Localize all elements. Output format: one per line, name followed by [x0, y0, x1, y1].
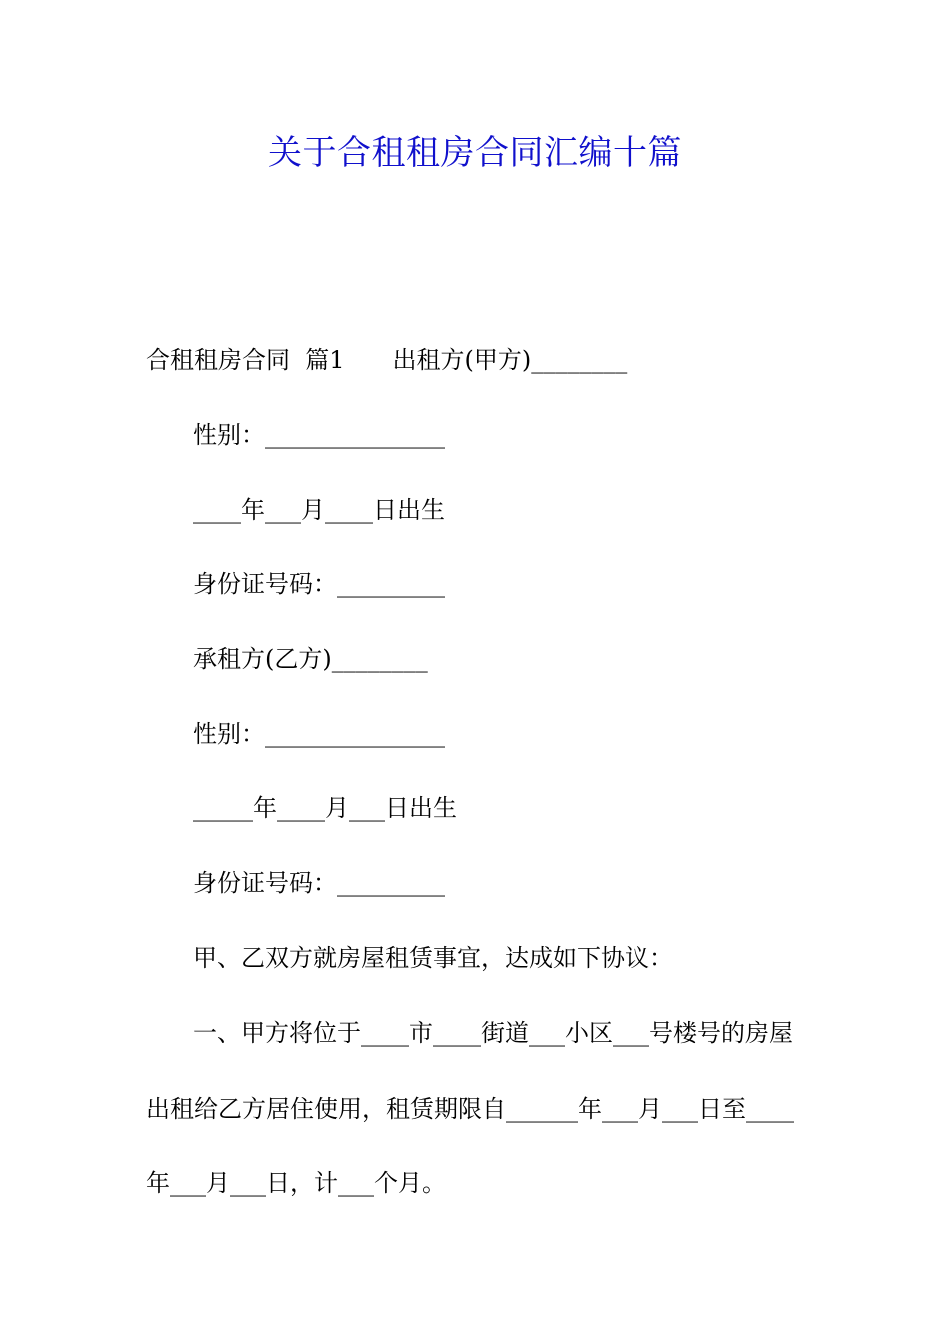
lessee-birthdate-line: _____年____月___日出生: [193, 794, 457, 822]
agreement-intro-line: 甲、乙双方就房屋租赁事宜，达成如下协议：: [193, 944, 673, 972]
clause-1-line-3: 年___月___日，计___个月。: [146, 1169, 446, 1197]
section-heading: 合租租房合同 篇1: [146, 346, 345, 374]
lessor-birthdate-line: ____年___月____日出生: [193, 496, 445, 524]
lessor-field: 出租方(甲方)________: [392, 346, 628, 374]
page-title: 关于合租租房合同汇编十篇: [268, 133, 682, 173]
lessor-id-line: 身份证号码：_________: [193, 570, 445, 598]
contract-heading-line: [146, 343, 627, 377]
lessor-gender-line: 性别：_______________: [193, 421, 445, 449]
lessee-id-line: 身份证号码：_________: [193, 869, 445, 897]
clause-1-line-1: 一、甲方将位于____市____街道___小区___号楼号的房屋: [193, 1019, 793, 1047]
clause-1-line-2: 出租给乙方居住使用，租赁期限自______年___月___日至____: [146, 1095, 794, 1123]
lessee-gender-line: 性别：_______________: [193, 720, 445, 748]
lessee-line: 承租方(乙方)________: [193, 645, 428, 673]
